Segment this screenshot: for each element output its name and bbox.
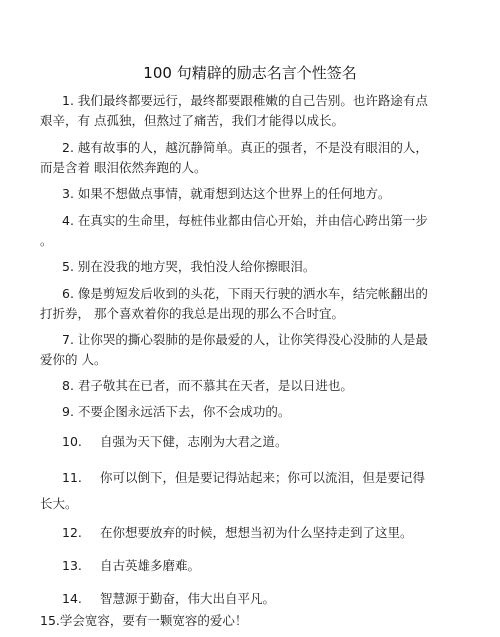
item-line: 长大。 xyxy=(40,496,78,511)
list-item xyxy=(62,556,200,576)
item-line xyxy=(40,611,247,631)
item-text: 学会宽容，要有一颗宽容的爱心！ xyxy=(59,613,248,628)
item-line xyxy=(40,211,428,231)
item-line: 艰辛，有 点孤独，但熬过了痛苦，我们才能得以成长。 xyxy=(40,113,344,128)
item-text: 如果不想做点事情，就甭想到达这个世界上的任何地方。 xyxy=(77,186,391,201)
item-number: 12. xyxy=(62,525,82,540)
item-line xyxy=(62,589,275,609)
page-title: 100 句精辟的励志名言个性签名 xyxy=(143,64,357,82)
item-text: 君子敬其在已者，而不慕其在天者，是以日进也。 xyxy=(77,378,353,393)
item-line: 。 xyxy=(40,233,53,248)
list-item xyxy=(62,402,290,422)
item-text: 自古英雄多磨难。 xyxy=(99,558,200,573)
item-line xyxy=(40,284,428,304)
list-item xyxy=(40,468,425,514)
list-item xyxy=(62,589,275,609)
item-number: 4. xyxy=(62,213,74,228)
item-text: 不要企图永远活下去，你不会成功的。 xyxy=(77,404,291,419)
item-number: 14. xyxy=(62,591,82,606)
list-item xyxy=(62,184,390,204)
item-text: 你可以倒下，但是要记得站起来；你可以流泪，但是要记得 xyxy=(99,470,425,485)
item-number: 11. xyxy=(62,470,82,485)
item-text: 在真实的生命里，每桩伟业都由信心开始，并由信心跨出第一步 xyxy=(77,213,428,228)
list-item xyxy=(40,138,428,178)
item-line xyxy=(40,138,428,158)
item-number: 8. xyxy=(62,378,74,393)
item-line xyxy=(62,523,413,543)
item-text: 智慧源于勤奋，伟大出自平凡。 xyxy=(99,591,275,606)
item-line xyxy=(62,184,390,204)
item-number: 2. xyxy=(62,140,74,155)
item-line xyxy=(40,330,428,350)
item-text: 别在没我的地方哭，我怕没人给你擦眼泪。 xyxy=(77,259,316,274)
item-text: 我们最终都要远行，最终都要跟稚嫩的自己告别。也许路途有点 xyxy=(77,93,428,108)
item-line xyxy=(62,432,288,452)
item-line xyxy=(62,257,315,277)
item-number: 5. xyxy=(62,259,74,274)
list-item xyxy=(62,523,413,543)
list-item xyxy=(40,91,428,131)
item-number: 7. xyxy=(62,332,74,347)
list-item xyxy=(62,257,315,277)
item-line: 而是含着 眼泪依然奔跑的人。 xyxy=(40,160,207,175)
item-number: 9. xyxy=(62,404,74,419)
item-text: 越有故事的人，越沉静简单。真正的强者，不是没有眼泪的人， xyxy=(77,140,428,155)
item-text: 像是剪短发后收到的头花，下雨天行驶的洒水车，结完帐翻出的 xyxy=(77,286,428,301)
item-number: 15. xyxy=(40,613,60,628)
list-item xyxy=(40,211,428,251)
item-line: 爱你的 人。 xyxy=(40,352,107,367)
list-item xyxy=(62,432,288,452)
item-number: 1. xyxy=(62,93,74,108)
item-line xyxy=(62,556,200,576)
item-line xyxy=(62,402,290,422)
item-line xyxy=(40,91,428,111)
list-item xyxy=(40,611,247,631)
item-text: 自强为天下健，志刚为大君之道。 xyxy=(99,434,288,449)
item-line: 打折券， 那个喜欢着你的我总是出现的那么不合时宜。 xyxy=(40,306,344,321)
list-item xyxy=(40,284,428,324)
item-number: 10. xyxy=(62,434,82,449)
item-number: 6. xyxy=(62,286,74,301)
item-text: 让你哭的撕心裂肺的是你最爱的人，让你笑得没心没肺的人是最 xyxy=(77,332,428,347)
item-text: 在你想要放弃的时候，想想当初为什么坚持走到了这里。 xyxy=(99,525,413,540)
list-item xyxy=(40,330,428,370)
item-number: 13. xyxy=(62,558,82,573)
item-line xyxy=(62,376,353,396)
item-line xyxy=(40,468,425,488)
item-number: 3. xyxy=(62,186,74,201)
list-item xyxy=(62,376,353,396)
